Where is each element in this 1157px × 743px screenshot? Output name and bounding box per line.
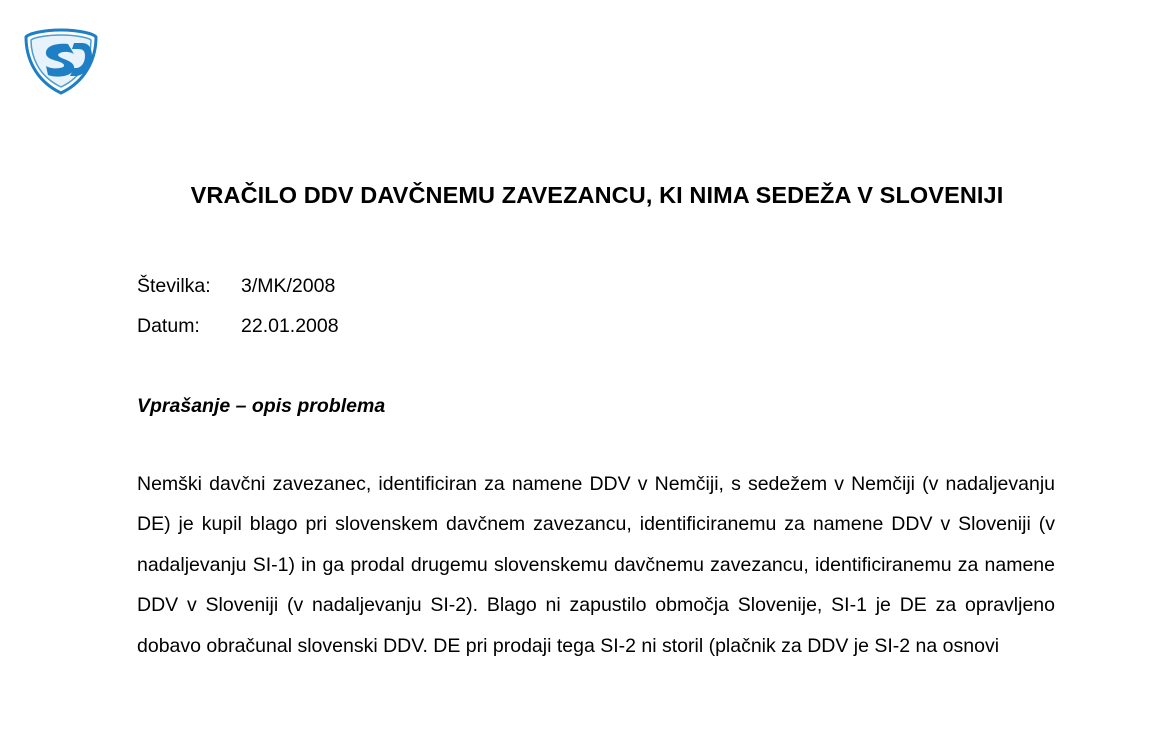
sd-shield-logo-icon [22, 28, 100, 96]
section-heading: Vprašanje – opis problema [137, 394, 386, 417]
meta-row [137, 306, 1057, 346]
document-meta [137, 266, 1057, 347]
meta-row [137, 266, 1057, 306]
body-paragraph [137, 464, 1055, 666]
page-title: VRAČILO DDV DAVČNEMU ZAVEZANCU, KI NIMA SEDEŽA V SLOVENIJI [190, 182, 1004, 208]
meta-value-number: 3/MK/2008 [241, 275, 336, 298]
paragraph-text: Nemški davčni zavezanec, identificiran za namene DDV v Nemčiji, s sedežem v Nemčiji (v nadaljevanju DE) je kupil blago pri slovenskem davčnem zavezancu, identificiranemu za namene DDV v Sloveniji (v nadaljevanju SI-1) in ga prodal drugemu slovenskemu davčnemu zavezancu, identificiranemu za namene DDV v Sloveniji (v nadaljevanju SI-2). Blago ni zapustilo območja Slovenije, SI-1 je DE za opravljeno dobavo obračunal slovenski DDV. DE pri prodaji tega SI-2 ni storil (plačnik za DDV je SI-2 na osnovi [137, 473, 1055, 657]
meta-label-number: Številka: [137, 275, 211, 298]
meta-value-date: 22.01.2008 [241, 315, 339, 338]
document-content [137, 0, 1057, 666]
meta-label-date: Datum: [137, 315, 200, 338]
